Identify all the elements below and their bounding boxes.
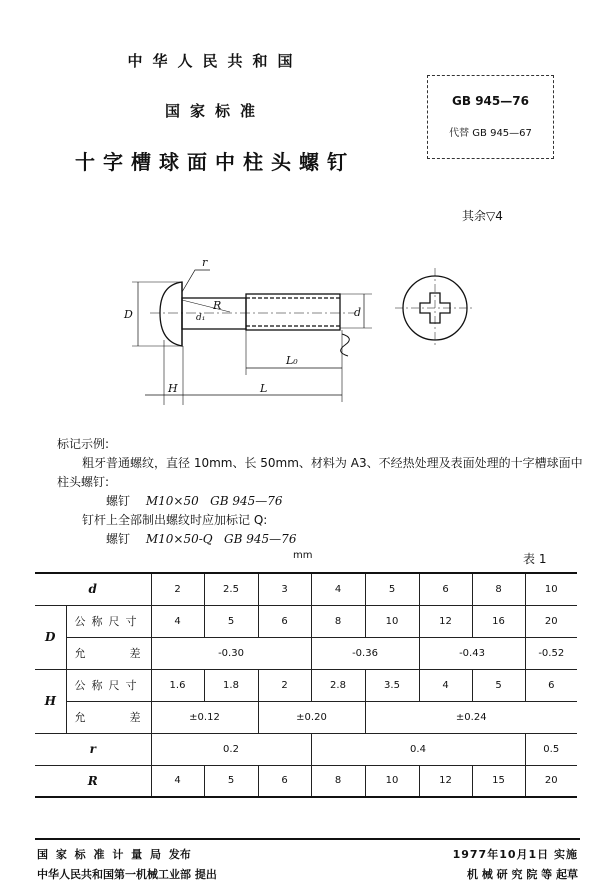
replaces-standard: 代替 GB 945—67: [449, 128, 532, 139]
cell: 2.8: [311, 669, 365, 701]
label-nominal: 公称尺寸: [66, 669, 151, 701]
label-r: r: [35, 733, 151, 765]
cell: 12: [419, 765, 472, 797]
cell: 5: [204, 605, 258, 637]
cell: 4: [151, 605, 204, 637]
cell: 3: [258, 573, 311, 605]
label-H: H: [168, 382, 178, 395]
marking-heading: 标记示例:: [57, 437, 110, 451]
row-d: [35, 573, 577, 605]
label-d: d: [354, 306, 362, 319]
cell: 6: [258, 605, 311, 637]
cell: 6: [258, 765, 311, 797]
label-L: L: [260, 382, 268, 395]
effective-date: 1977年10月1日 实施: [452, 848, 578, 861]
cell: 5: [204, 765, 258, 797]
cell: 10: [365, 605, 419, 637]
cell: 3.5: [365, 669, 419, 701]
screw-drawing: [120, 230, 480, 410]
country-heading: 中华人民共和国: [127, 52, 303, 70]
cell: ±0.12: [151, 701, 258, 733]
cell: -0.43: [419, 637, 525, 669]
label-tolerance: 允 差: [66, 701, 151, 733]
row-D-nominal: [35, 605, 577, 637]
label-r: r: [202, 256, 208, 269]
label-H: H: [35, 669, 66, 733]
screw-head: [160, 282, 182, 346]
cell: 5: [365, 573, 419, 605]
cell: 6: [525, 669, 577, 701]
marking-example-2: M10×50-Q GB 945—76: [145, 532, 297, 546]
cell: 1.8: [204, 669, 258, 701]
cell: 6: [419, 573, 472, 605]
label-R: R: [213, 299, 222, 312]
label-d: d: [35, 573, 151, 605]
cell: 8: [311, 605, 365, 637]
row-H-nominal: [35, 669, 577, 701]
cell: 0.4: [311, 733, 525, 765]
cell: -0.36: [311, 637, 419, 669]
cell: 1.6: [151, 669, 204, 701]
cell: 4: [151, 765, 204, 797]
row-r: [35, 733, 577, 765]
row-H-tolerance: [35, 701, 577, 733]
cell: -0.52: [525, 637, 577, 669]
example-prefix: 螺钉: [106, 494, 131, 508]
cell: 12: [419, 605, 472, 637]
thread-section: [246, 294, 340, 330]
example-prefix: 螺钉: [106, 532, 131, 546]
standard-number: GB 945—76: [452, 94, 529, 108]
cell: 4: [311, 573, 365, 605]
label-nominal: 公称尺寸: [66, 605, 151, 637]
standard-number-box: [427, 75, 554, 159]
marking-note-q: 钉杆上全部制出螺纹时应加标记 Q:: [82, 513, 268, 527]
row-D-tolerance: [35, 637, 577, 669]
marking-example-1: M10×50 GB 945—76: [145, 494, 283, 508]
cell: 2: [151, 573, 204, 605]
label-tolerance: 允 差: [66, 637, 151, 669]
cell: 10: [365, 765, 419, 797]
cell: 2: [258, 669, 311, 701]
national-standard-heading: 国家标准: [164, 102, 265, 120]
cell: 0.2: [151, 733, 311, 765]
row-R: [35, 765, 577, 797]
marking-paragraph-cont: 柱头螺钉:: [57, 475, 110, 489]
footer-divider: [35, 838, 580, 840]
label-R: R: [35, 765, 151, 797]
surface-roughness-note: 其余▽4: [462, 209, 503, 223]
cell: 5: [472, 669, 525, 701]
table-caption: 表 1: [523, 552, 547, 566]
proposer: 中华人民共和国第一机械工业部 提出: [37, 868, 217, 881]
dimensions-table: [35, 572, 577, 798]
cell: 20: [525, 605, 577, 637]
cell: 15: [472, 765, 525, 797]
page-title: 十字槽球面中柱头螺钉: [75, 150, 355, 174]
cell: 8: [311, 765, 365, 797]
cell: 10: [525, 573, 577, 605]
cell: 2.5: [204, 573, 258, 605]
cell: ±0.24: [365, 701, 577, 733]
label-L0: L₀: [286, 354, 298, 367]
label-D: D: [124, 308, 133, 321]
cell: 4: [419, 669, 472, 701]
marking-paragraph: 粗牙普通螺纹，直径 10mm、长 50mm、材料为 A3、不经热处理及表面处理的十字槽球面中: [82, 456, 583, 470]
table-unit: mm: [293, 550, 313, 561]
cell: 16: [472, 605, 525, 637]
cell: 8: [472, 573, 525, 605]
label-D: D: [35, 605, 66, 669]
cell: 20: [525, 765, 577, 797]
label-d1: d₁: [196, 313, 206, 323]
drafter: 机 械 研 究 院 等 起草: [467, 868, 578, 881]
cell: 0.5: [525, 733, 577, 765]
cell: ±0.20: [258, 701, 365, 733]
cell: -0.30: [151, 637, 311, 669]
issuer: 国 家 标 准 计 量 局 发布: [37, 848, 191, 861]
